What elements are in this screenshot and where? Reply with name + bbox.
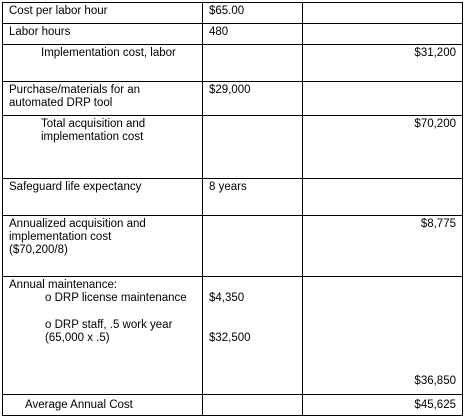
row-value: $29,000 [203,82,303,116]
row-value: $65.00 [203,3,303,24]
row-label-cell [3,277,203,395]
table-row [3,82,463,116]
row-label: Total acquisition and implementation cost [3,115,203,178]
maintenance-item-1-value: $4,350 [209,292,245,305]
row-total: $36,850 [303,277,463,395]
table-row [3,395,463,416]
maintenance-item-1: o DRP license maintenance [45,292,187,305]
maintenance-item-2: o DRP staff, .5 work year (65,000 x .5) [45,319,173,345]
row-label: Labor hours [3,23,203,45]
row-label: Annual maintenance: [9,279,118,292]
row-label-note: ($70,200/8) [9,243,68,256]
row-label: Implementation cost, labor [3,45,203,82]
table-row [3,115,463,178]
table-row [3,178,463,215]
row-total: $70,200 [303,115,463,178]
row-label: Safeguard life expectancy [3,178,203,215]
maintenance-item-2-value: $32,500 [209,332,251,345]
row-value [203,45,303,82]
row-value [203,115,303,178]
row-label: Cost per labor hour [3,3,203,24]
row-total [303,3,463,24]
row-total: $8,775 [303,215,463,277]
row-label-cell [3,215,203,277]
row-total [303,82,463,116]
row-total: $45,625 [303,395,463,416]
row-label: Annualized acquisition and implementation cost [9,217,146,243]
table-row [3,215,463,277]
row-value: 8 years [203,178,303,215]
row-value [203,215,303,277]
table-row [3,3,463,24]
row-label: Purchase/materials for an automated DRP tool [3,82,203,116]
table-row [3,45,463,82]
row-total [303,178,463,215]
row-value: 480 [203,23,303,45]
row-value [203,395,303,416]
table-row [3,23,463,45]
row-total: $31,200 [303,45,463,82]
row-total [303,23,463,45]
table-row [3,277,463,395]
row-value-cell [203,277,303,395]
cost-table [2,2,463,416]
row-label: Average Annual Cost [3,395,203,416]
